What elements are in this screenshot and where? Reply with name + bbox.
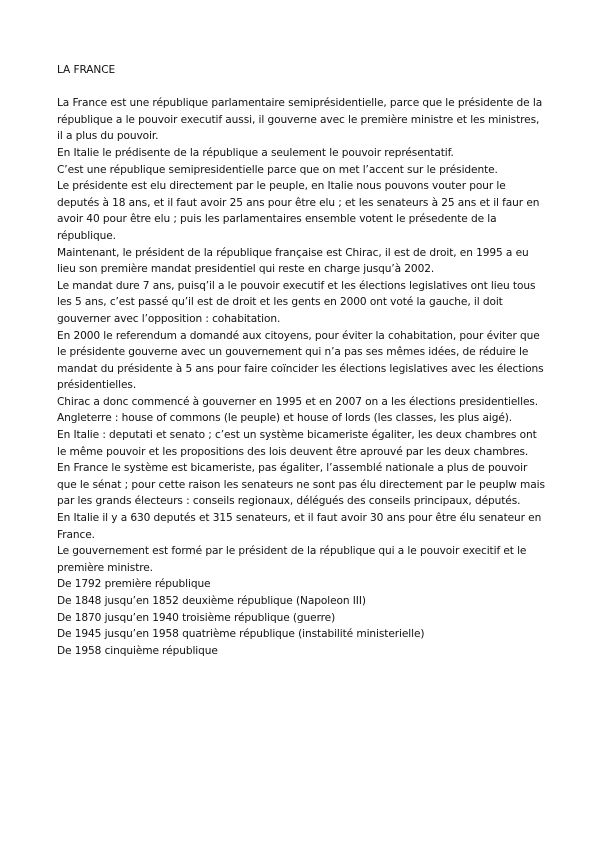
paragraph: Le présidente est elu directement par le peuple, en Italie nous pouvons vouter pour le deputés à 18 ans, et il faut avoir 25 ans pour être elu ; et les senateurs à 25 ans et il faur en avoir 40 pour être elu ; puis les parlamentaires ensemble votent le présedente de la république. — [57, 180, 540, 242]
blank-line — [57, 79, 547, 96]
document-page — [57, 62, 547, 659]
page-title: LA FRANCE — [57, 64, 116, 76]
list-item: De 1870 jusqu’en 1940 troisième république (guerre) — [57, 611, 336, 624]
paragraph: En Italie il y a 630 deputés et 315 senateurs, et il faut avoir 30 ans pour être élu senateur en France. — [57, 512, 542, 541]
paragraph: En Italie : deputati et senato ; c’est un système bicameriste égaliter, les deux chambres ont le même pouvoir et les propositions des lois deuvent être aprouvé par les deux chambres. — [57, 429, 537, 458]
paragraph: Maintenant, le président de la république française est Chirac, il est de droit, en 1995 a eu lieu son première mandat presidentiel qui reste en charge jusqu’à 2002. — [57, 246, 529, 276]
paragraph: En France le système est bicameriste, pas égaliter, l’assemblé nationale a plus de pouvoir que le sénat ; pour cette raison les senateurs ne sont pas élu directement par le peuplw mais par les grands électeurs : conseils regionaux, délégués des conseils principaux, députés. — [57, 462, 545, 508]
paragraph: Le mandat dure 7 ans, puisq’il a le pouvoir executif et les élections legislatives ont lieu tous les 5 ans, c’est passé qu’il est de droit et les gents en 2000 ont voté la gauche, il doit gouverner avec l’opposition : cohabitation. — [57, 279, 536, 325]
list-item: De 1792 première république — [57, 578, 211, 591]
paragraph: La France est une république parlamentaire semiprésidentielle, parce que le présidente de la république a le pouvoir executif aussi, il gouverne avec le première ministre et les ministres, il a plus du pouvoir. — [57, 97, 543, 143]
paragraph: En 2000 le referendum a domandé aux citoyens, pour éviter la cohabitation, pour éviter que le présidente gouverne avec un gouvernement qui n’a pas ses mêmes idées, de réduire le mandat du présidente à 5 ans pour faire coïncider les élections legislatives avec les élections présidentielles. — [57, 329, 544, 392]
paragraph: Angleterre : house of commons (le peuple) et house of lords (les classes, les plus aigé). — [57, 412, 513, 425]
list-item: De 1958 cinquième république — [57, 644, 218, 657]
paragraph: C’est une république semipresidentielle parce que on met l’accent sur le présidente. — [57, 163, 498, 176]
paragraph: Le gouvernement est formé par le président de la république qui a le pouvoir execitif et le première ministre. — [57, 545, 527, 574]
paragraph: En Italie le prédisente de la république a seulement le pouvoir représentatif. — [57, 146, 454, 159]
paragraph: Chirac a donc commencé à gouverner en 1995 et en 2007 on a les élections presidentielles. — [57, 395, 539, 408]
list-item: De 1945 jusqu’en 1958 quatrième république (instabilité ministerielle) — [57, 628, 425, 641]
list-item: De 1848 jusqu’en 1852 deuxième république (Napoleon III) — [57, 595, 366, 607]
